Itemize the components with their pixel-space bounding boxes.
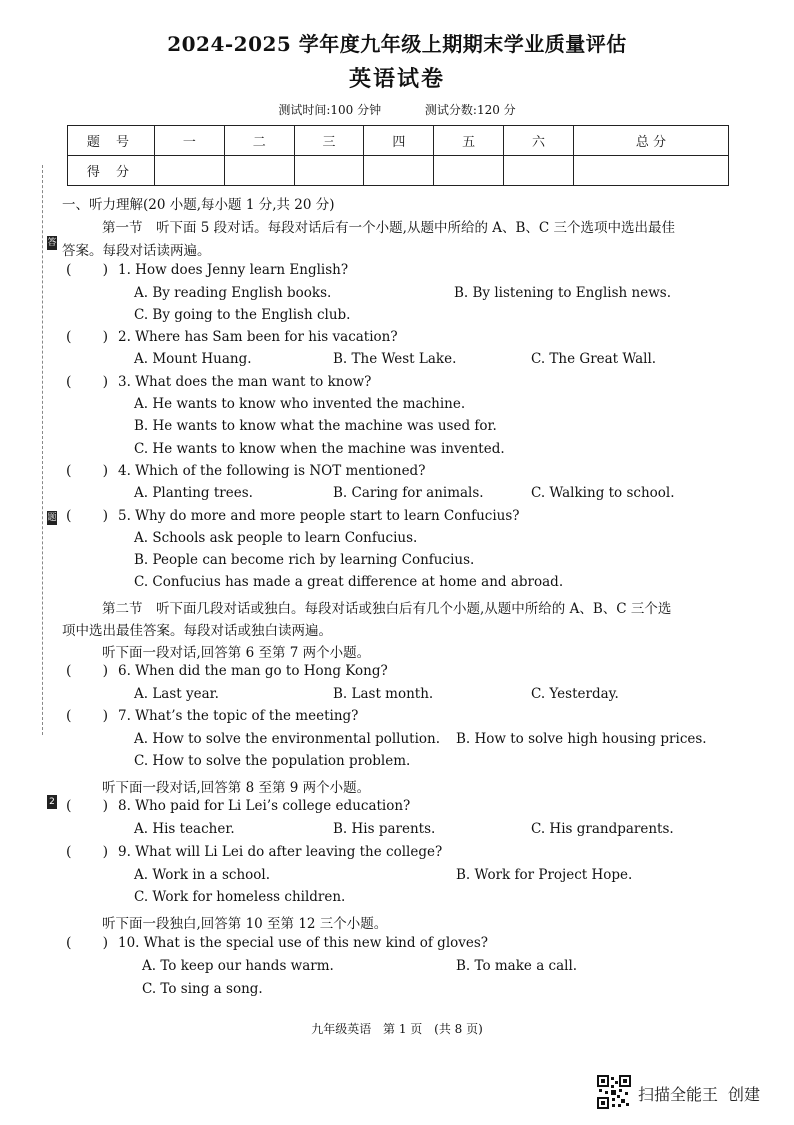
question-stem: 5. Why do more and more people start to learn Confucius? — [118, 508, 520, 524]
score-entry-cell[interactable] — [224, 156, 294, 186]
option: B. To make a call. — [456, 958, 578, 974]
score-table-score-row — [68, 156, 729, 186]
answer-blank[interactable]: ( ) — [66, 844, 109, 860]
option: B. People can become rich by learning Confucius. — [134, 552, 475, 568]
part1-instruction: 第一节 听下面 5 段对话。每段对话后有一个小题,从题中所给的 A、B、C 三个选项中选出最佳 — [102, 220, 676, 236]
listening-instruction: 听下面一段对话,回答第 8 至第 9 两个小题。 — [102, 780, 371, 796]
footer-subject: 九年级英语 — [311, 1022, 372, 1036]
option: C. The Great Wall. — [531, 351, 657, 367]
option: A. His teacher. — [134, 821, 235, 837]
score-entry-cell[interactable] — [504, 156, 574, 186]
option: C. Walking to school. — [531, 485, 675, 501]
binding-mark: 答 — [47, 238, 57, 248]
test-info — [0, 101, 794, 118]
watermark-brand: 扫描全能王 — [638, 1085, 719, 1104]
scanner-watermark — [638, 1082, 770, 1105]
option: C. To sing a song. — [142, 981, 263, 997]
test-time: 测试时间:100 分钟 — [278, 103, 382, 117]
score-entry-cell[interactable] — [364, 156, 434, 186]
score-cell: 五 — [434, 126, 504, 156]
qr-code-icon — [597, 1075, 631, 1109]
part2-instruction: 第二节 听下面几段对话或独白。每段对话或独白后有几个小题,从题中所给的 A、B、C 三个选 — [102, 601, 672, 617]
question-stem: 2. Where has Sam been for his vacation? — [118, 329, 398, 345]
answer-blank[interactable]: ( ) — [66, 798, 109, 814]
answer-blank[interactable]: ( ) — [66, 262, 109, 278]
option: A. Last year. — [134, 686, 219, 702]
page-footer — [0, 1020, 794, 1037]
score-entry-cell[interactable] — [434, 156, 504, 186]
question-stem: 4. Which of the following is NOT mentioned? — [118, 463, 426, 479]
option: A. Work in a school. — [134, 867, 271, 883]
question-stem: 3. What does the man want to know? — [118, 374, 372, 390]
option: A. He wants to know who invented the machine. — [134, 396, 466, 412]
option: B. How to solve high housing prices. — [456, 731, 707, 747]
question-stem: 6. When did the man go to Hong Kong? — [118, 663, 388, 679]
option: B. By listening to English news. — [454, 285, 672, 301]
score-cell: 二 — [224, 126, 294, 156]
score-cell: 总 分 — [573, 126, 728, 156]
answer-blank[interactable]: ( ) — [66, 374, 109, 390]
option: B. Caring for animals. — [333, 485, 484, 501]
option: C. He wants to know when the machine was invented. — [134, 441, 505, 457]
answer-blank[interactable]: ( ) — [66, 508, 109, 524]
listening-instruction: 听下面一段独白,回答第 10 至第 12 三个小题。 — [102, 916, 388, 932]
part2-instruction: 项中选出最佳答案。每段对话或独白读两遍。 — [62, 623, 332, 639]
score-entry-cell[interactable] — [155, 156, 225, 186]
option: A. Schools ask people to learn Confucius. — [134, 530, 418, 546]
part1-instruction: 答案。每段对话读两遍。 — [62, 243, 211, 259]
option: A. Mount Huang. — [134, 351, 252, 367]
score-entry-cell[interactable] — [294, 156, 364, 186]
option: B. His parents. — [333, 821, 436, 837]
option: C. Yesterday. — [531, 686, 619, 702]
score-cell: 四 — [364, 126, 434, 156]
score-cell: 一 — [155, 126, 225, 156]
answer-blank[interactable]: ( ) — [66, 708, 109, 724]
score-table — [67, 125, 729, 186]
score-cell: 六 — [504, 126, 574, 156]
option: C. Confucius has made a great difference at home and abroad. — [134, 574, 564, 590]
question-stem: 8. Who paid for Li Lei’s college education? — [118, 798, 411, 814]
score-cell: 三 — [294, 126, 364, 156]
option: A. Planting trees. — [134, 485, 253, 501]
score-cell: 得 分 — [68, 156, 155, 186]
test-score: 测试分数:120 分 — [424, 103, 516, 117]
question-stem: 10. What is the special use of this new kind of gloves? — [118, 935, 489, 951]
option: A. To keep our hands warm. — [142, 958, 334, 974]
option: C. How to solve the population problem. — [134, 753, 411, 769]
exam-title: 2024-2025 学年度九年级上期期末学业质量评估 — [167, 32, 627, 56]
question-stem: 1. How does Jenny learn English? — [118, 262, 349, 278]
watermark-action: 创建 — [728, 1085, 761, 1104]
option: C. Work for homeless children. — [134, 889, 346, 905]
score-cell: 题 号 — [68, 126, 155, 156]
score-entry-cell[interactable] — [573, 156, 728, 186]
exam-subtitle: 英语试卷 — [348, 66, 445, 92]
question-stem: 9. What will Li Lei do after leaving the college? — [118, 844, 443, 860]
footer-total: (共 8 页) — [434, 1022, 483, 1036]
answer-blank[interactable]: ( ) — [66, 463, 109, 479]
option: A. How to solve the environmental pollution. — [134, 731, 441, 747]
option: B. Last month. — [333, 686, 434, 702]
listening-instruction: 听下面一段对话,回答第 6 至第 7 两个小题。 — [102, 645, 371, 661]
binding-line — [42, 165, 43, 735]
score-table-header-row — [68, 126, 729, 156]
footer-page: 第 1 页 — [383, 1022, 423, 1036]
option: B. Work for Project Hope. — [456, 867, 633, 883]
section-heading: 一、听力理解(20 小题,每小题 1 分,共 20 分) — [62, 197, 335, 213]
answer-blank[interactable]: ( ) — [66, 329, 109, 345]
answer-blank[interactable]: ( ) — [66, 663, 109, 679]
binding-mark: 2 — [47, 795, 57, 809]
option: B. The West Lake. — [333, 351, 457, 367]
question-stem: 7. What’s the topic of the meeting? — [118, 708, 359, 724]
answer-blank[interactable]: ( ) — [66, 935, 109, 951]
binding-mark: 题 — [47, 513, 57, 523]
option: C. His grandparents. — [531, 821, 674, 837]
option: C. By going to the English club. — [134, 307, 351, 323]
option: A. By reading English books. — [134, 285, 332, 301]
option: B. He wants to know what the machine was used for. — [134, 418, 497, 434]
